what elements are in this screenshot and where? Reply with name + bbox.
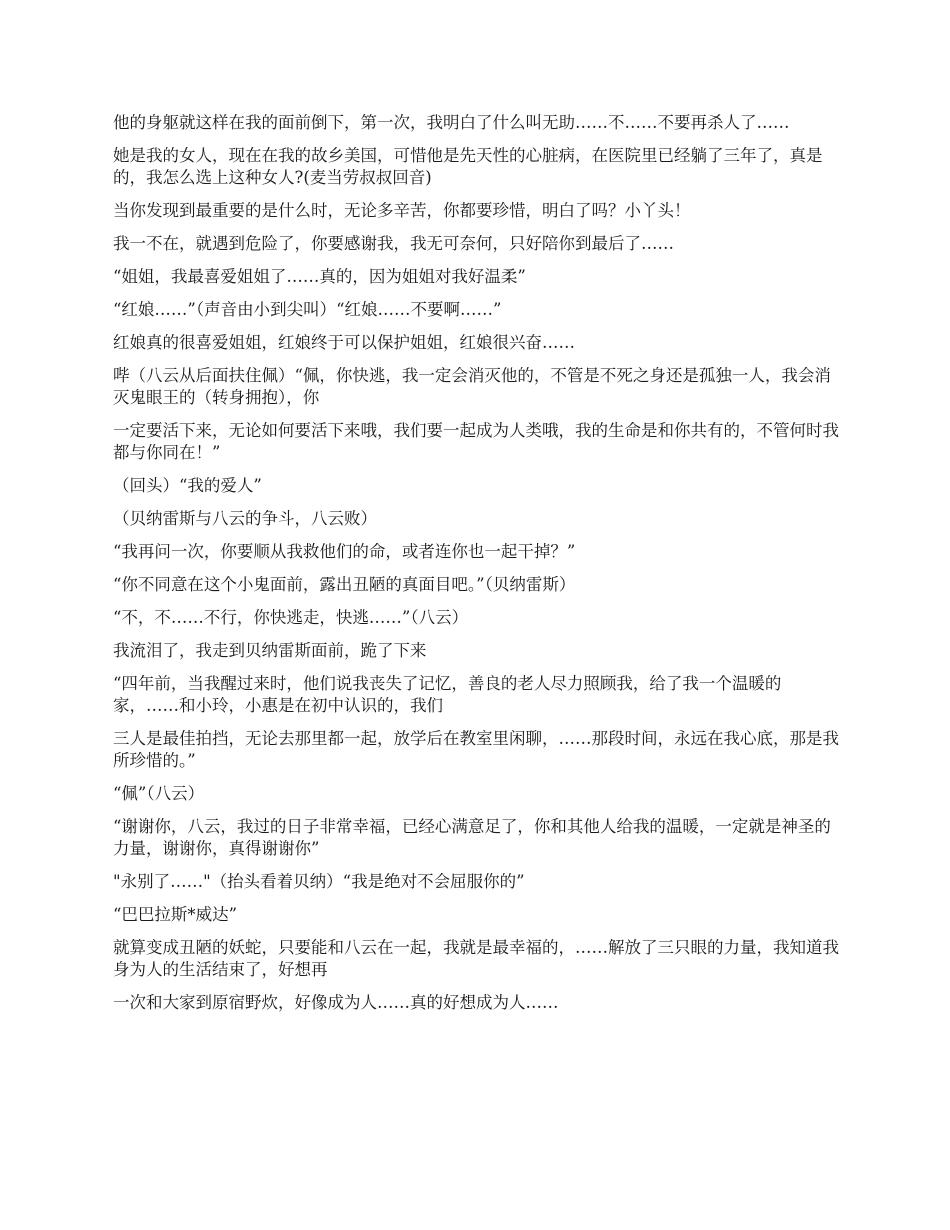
paragraph-21: “巴巴拉斯*威达” [113,905,238,924]
paragraph-13: “你不同意在这个小鬼面前，露出丑陋的真面目吧。”（贝纳雷斯） [113,575,576,594]
paragraph-3: 当你发现到最重要的是什么时，无论多辛苦，你都要珍惜，明白了吗？小丫头！ [113,201,691,220]
paragraph-5: “姐姐，我最喜爱姐姐了……真的，因为姐姐对我好温柔” [113,267,526,286]
paragraph-9: 一定要活下来，无论如何要活下来哦，我们要一起成为人类哦，我的生命是和你共有的，不管何时我都与你同在！” [113,421,839,462]
paragraph-18: “佩”（八云） [113,784,205,803]
paragraph-16: “四年前，当我醒过来时，他们说我丧失了记忆，善良的老人尽力照顾我，给了我一个温暖的家，……和小玲，小惠是在初中认识的，我们 [113,674,782,715]
paragraph-12: “我再问一次，你要顺从我救他们的命，或者连你也一起干掉？” [113,542,576,561]
document-body [113,112,841,1025]
paragraph-22: 就算变成丑陋的妖蛇，只要能和八云在一起，我就是最幸福的，……解放了三只眼的力量，我知道我身为人的生活结束了，好想再 [113,938,839,979]
paragraph-10: （回头）“我的爱人” [113,476,262,495]
paragraph-19: “谢谢你，八云，我过的日子非常幸福，已经心满意足了，你和其他人给我的温暖，一定就是神圣的力量，谢谢你，真得谢谢你” [113,817,831,858]
paragraph-23: 一次和大家到原宿野炊，好像成为人……真的好想成为人…… [113,993,559,1012]
paragraph-11: （贝纳雷斯与八云的争斗，八云败） [113,509,377,528]
paragraph-14: “不，不……不行，你快逃走，快逃……”（八云） [113,608,469,627]
paragraph-17: 三人是最佳拍挡，无论去那里都一起，放学后在教室里闲聊，……那段时间，永远在我心底，那是我所珍惜的。” [113,729,839,770]
paragraph-4: 我一不在，就遇到危险了，你要感谢我，我无可奈何，只好陪你到最后了…… [113,234,674,253]
paragraph-20: "永别了……"（抬头看着贝纳）“我是绝对不会屈服你的” [113,872,525,891]
paragraph-2: 她是我的女人，现在在我的故乡美国，可惜他是先天性的心脏病，在医院里已经躺了三年了，真是的，我怎么选上这种女人?(麦当劳叔叔回音) [113,146,823,187]
paragraph-1: 他的身躯就这样在我的面前倒下，第一次，我明白了什么叫无助……不……不要再杀人了…… [113,113,790,132]
paragraph-8: 哔（八云从后面扶住佩）“佩，你快逃，我一定会消灭他的，不管是不死之身还是孤独一人，我会消灭鬼眼王的（转身拥抱），你 [113,366,831,407]
paragraph-6: “红娘……”（声音由小到尖叫）“红娘……不要啊……” [113,300,502,319]
paragraph-15: 我流泪了，我走到贝纳雷斯面前，跪了下来 [113,641,427,660]
paragraph-7: 红娘真的很喜爱姐姐，红娘终于可以保护姐姐，红娘很兴奋…… [113,333,575,352]
